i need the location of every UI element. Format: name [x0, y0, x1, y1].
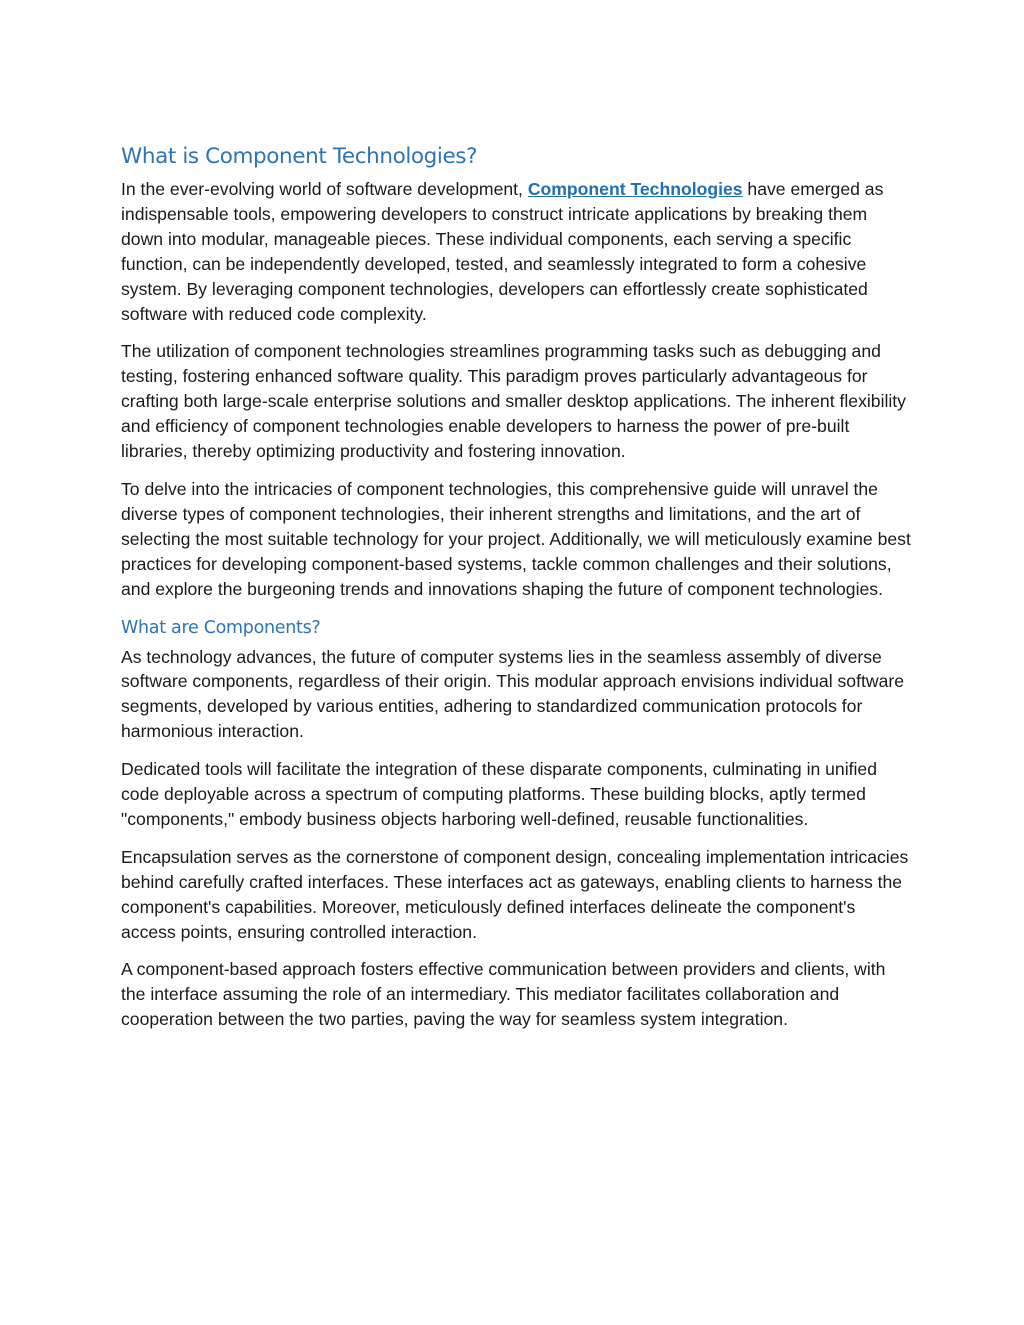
- body-paragraph-2: The utilization of component technologies streamlines programming tasks such as debugging and testing, fostering enhanced software quality. This paradigm proves particularly advantageous for crafting both large-scale enterprise solutions and smaller desktop applications. The inherent flexibility and efficiency of component technologies enable developers to harness the power of pre-built libraries, thereby optimizing productivity and fostering innovation.: [121, 341, 906, 462]
- intro-text-before-link: In the ever-evolving world of software development,: [121, 179, 528, 199]
- body-paragraph-5: Dedicated tools will facilitate the integration of these disparate components, culminating in unified code deployable across a spectrum of computing platforms. These building blocks, aptly termed "components," embody business objects harboring well-defined, reusable functionalities.: [121, 759, 877, 829]
- body-paragraph-3: To delve into the intricacies of component technologies, this comprehensive guide will unravel the diverse types of component technologies, their inherent strengths and limitations, and the art of selecting the most suitable technology for your project. Additionally, we will meticulously examine best practices for developing component-based systems, tackle common challenges and their solutions, and explore the burgeoning trends and innovations shaping the future of component technologies.: [121, 478, 911, 599]
- body-paragraph-4: As technology advances, the future of computer systems lies in the seamless assembly of diverse software components, regardless of their origin. This modular approach envisions individual software segments, developed by various entities, adhering to standardized communication protocols for harmonious interaction.: [121, 646, 904, 742]
- intro-paragraph: [121, 177, 911, 326]
- body-paragraph-6: Encapsulation serves as the cornerstone of component design, concealing implementation intricacies behind carefully crafted interfaces. These interfaces act as gateways, enabling clients to harness the component's capabilities. Moreover, meticulously defined interfaces delineate the component's access points, ensuring controlled interaction.: [121, 846, 909, 942]
- intro-text-after-link: have emerged as indispensable tools, empowering developers to construct intricate applications by breaking them down into modular, manageable pieces. These individual components, each serving a specific function, can be independently developed, tested, and seamlessly integrated to form a cohesive system. By leveraging component technologies, developers can effortlessly create sophisticated software with reduced code complexity.: [121, 179, 884, 324]
- component-technologies-link[interactable]: Component Technologies: [527, 179, 743, 199]
- page-title: What is Component Technologies?: [121, 144, 478, 169]
- body-paragraph-7: A component-based approach fosters effective communication between providers and clients, with the interface assuming the role of an intermediary. This mediator facilitates collaboration and cooperation between the two parties, paving the way for seamless system integration.: [121, 959, 886, 1030]
- document-page: [121, 142, 911, 1045]
- section-heading-components: What are Components?: [121, 617, 321, 638]
